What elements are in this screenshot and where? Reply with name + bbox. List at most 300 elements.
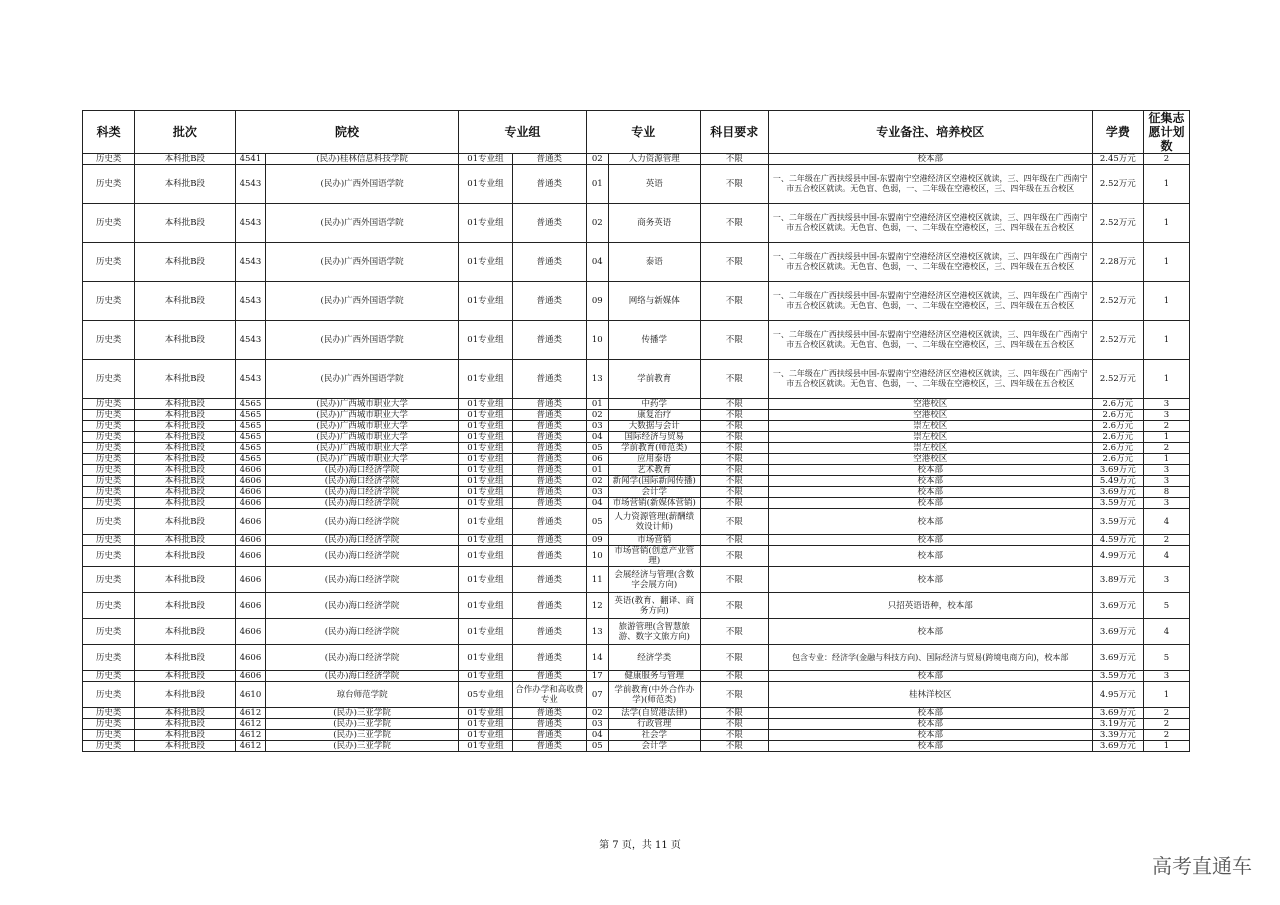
- major-code-cell: 01: [586, 399, 608, 410]
- group-type-cell: 普通类: [512, 421, 586, 432]
- table-row: [83, 399, 1190, 410]
- table-row: [83, 282, 1190, 321]
- table-row: [83, 454, 1190, 465]
- school-name-cell: (民办)广西城市职业大学: [265, 443, 458, 454]
- plan-cell: 1: [1143, 243, 1189, 282]
- table-row: [83, 593, 1190, 619]
- group-cell: 05专业组: [459, 682, 512, 708]
- major-name-cell: 康复治疗: [608, 410, 700, 421]
- batch-cell: 本科批B段: [135, 476, 235, 487]
- subject-requirement-cell: 不限: [700, 535, 768, 546]
- group-cell: 01专业组: [459, 487, 512, 498]
- subject-requirement-cell: 不限: [700, 204, 768, 243]
- school-code-cell: 4541: [235, 154, 265, 165]
- fee-cell: 2.45万元: [1092, 154, 1143, 165]
- group-type-cell: 普通类: [512, 567, 586, 593]
- table-row: [83, 487, 1190, 498]
- school-name-cell: (民办)广西城市职业大学: [265, 410, 458, 421]
- batch-cell: 本科批B段: [135, 204, 235, 243]
- group-cell: 01专业组: [459, 546, 512, 567]
- remark-cell: 校本部: [768, 567, 1092, 593]
- subject-requirement-cell: 不限: [700, 165, 768, 204]
- group-cell: 01专业组: [459, 454, 512, 465]
- category-cell: 历史类: [83, 204, 135, 243]
- school-code-cell: 4543: [235, 243, 265, 282]
- category-cell: 历史类: [83, 432, 135, 443]
- group-cell: 01专业组: [459, 154, 512, 165]
- subject-requirement-cell: 不限: [700, 321, 768, 360]
- group-type-cell: 普通类: [512, 593, 586, 619]
- school-name-cell: (民办)海口经济学院: [265, 498, 458, 509]
- plan-cell: 3: [1143, 498, 1189, 509]
- watermark: 高考直通车: [1152, 854, 1252, 878]
- major-name-cell: 健康服务与管理: [608, 671, 700, 682]
- fee-cell: 4.59万元: [1092, 535, 1143, 546]
- major-name-cell: 大数据与会计: [608, 421, 700, 432]
- subject-requirement-cell: 不限: [700, 410, 768, 421]
- remark-cell: 校本部: [768, 487, 1092, 498]
- fee-cell: 2.6万元: [1092, 443, 1143, 454]
- school-code-cell: 4606: [235, 498, 265, 509]
- school-code-cell: 4606: [235, 509, 265, 535]
- major-name-cell: 中药学: [608, 399, 700, 410]
- group-type-cell: 普通类: [512, 671, 586, 682]
- subject-requirement-cell: 不限: [700, 487, 768, 498]
- major-code-cell: 07: [586, 682, 608, 708]
- plan-cell: 2: [1143, 154, 1189, 165]
- header-remark: 专业备注、培养校区: [768, 111, 1092, 154]
- remark-cell: 校本部: [768, 498, 1092, 509]
- plan-cell: 2: [1143, 535, 1189, 546]
- group-cell: 01专业组: [459, 243, 512, 282]
- table-row: [83, 535, 1190, 546]
- school-name-cell: (民办)桂林信息科技学院: [265, 154, 458, 165]
- group-type-cell: 普通类: [512, 487, 586, 498]
- group-cell: 01专业组: [459, 282, 512, 321]
- school-name-cell: (民办)广西外国语学院: [265, 321, 458, 360]
- batch-cell: 本科批B段: [135, 321, 235, 360]
- fee-cell: 3.39万元: [1092, 730, 1143, 741]
- group-type-cell: 普通类: [512, 535, 586, 546]
- major-name-cell: 行政管理: [608, 719, 700, 730]
- school-name-cell: (民办)广西外国语学院: [265, 360, 458, 399]
- group-cell: 01专业组: [459, 443, 512, 454]
- subject-requirement-cell: 不限: [700, 243, 768, 282]
- school-name-cell: (民办)海口经济学院: [265, 509, 458, 535]
- major-name-cell: 学前教育(中外合作办学)(师范类): [608, 682, 700, 708]
- group-type-cell: 普通类: [512, 498, 586, 509]
- subject-requirement-cell: 不限: [700, 730, 768, 741]
- fee-cell: 2.6万元: [1092, 454, 1143, 465]
- plan-cell: 1: [1143, 432, 1189, 443]
- major-name-cell: 英语(教育、翻译、商务方向): [608, 593, 700, 619]
- category-cell: 历史类: [83, 243, 135, 282]
- major-code-cell: 01: [586, 465, 608, 476]
- table-body: [83, 154, 1190, 752]
- category-cell: 历史类: [83, 154, 135, 165]
- school-name-cell: (民办)广西城市职业大学: [265, 432, 458, 443]
- school-name-cell: (民办)广西城市职业大学: [265, 454, 458, 465]
- batch-cell: 本科批B段: [135, 682, 235, 708]
- header-plan: 征集志愿计划数: [1143, 111, 1189, 154]
- fee-cell: 3.69万元: [1092, 645, 1143, 671]
- plan-cell: 8: [1143, 487, 1189, 498]
- category-cell: 历史类: [83, 165, 135, 204]
- major-code-cell: 12: [586, 593, 608, 619]
- plan-cell: 3: [1143, 671, 1189, 682]
- major-code-cell: 04: [586, 243, 608, 282]
- group-cell: 01专业组: [459, 708, 512, 719]
- batch-cell: 本科批B段: [135, 645, 235, 671]
- plan-cell: 3: [1143, 567, 1189, 593]
- group-type-cell: 普通类: [512, 432, 586, 443]
- plan-cell: 2: [1143, 719, 1189, 730]
- remark-cell: 桂林洋校区: [768, 682, 1092, 708]
- subject-requirement-cell: 不限: [700, 546, 768, 567]
- school-name-cell: (民办)广西外国语学院: [265, 282, 458, 321]
- table-row: [83, 443, 1190, 454]
- school-name-cell: (民办)三亚学院: [265, 708, 458, 719]
- plan-cell: 1: [1143, 282, 1189, 321]
- group-cell: 01专业组: [459, 399, 512, 410]
- school-name-cell: (民办)海口经济学院: [265, 671, 458, 682]
- category-cell: 历史类: [83, 741, 135, 752]
- fee-cell: 2.6万元: [1092, 432, 1143, 443]
- batch-cell: 本科批B段: [135, 154, 235, 165]
- major-name-cell: 市场营销(新媒体营销): [608, 498, 700, 509]
- remark-cell: 空港校区: [768, 399, 1092, 410]
- fee-cell: 2.28万元: [1092, 243, 1143, 282]
- fee-cell: 3.69万元: [1092, 465, 1143, 476]
- table-row: [83, 671, 1190, 682]
- major-code-cell: 04: [586, 432, 608, 443]
- group-type-cell: 普通类: [512, 476, 586, 487]
- school-code-cell: 4606: [235, 619, 265, 645]
- school-code-cell: 4606: [235, 535, 265, 546]
- remark-cell: 校本部: [768, 476, 1092, 487]
- remark-cell: 校本部: [768, 671, 1092, 682]
- school-code-cell: 4606: [235, 487, 265, 498]
- category-cell: 历史类: [83, 465, 135, 476]
- major-name-cell: 会计学: [608, 487, 700, 498]
- school-name-cell: (民办)海口经济学院: [265, 546, 458, 567]
- subject-requirement-cell: 不限: [700, 619, 768, 645]
- major-code-cell: 13: [586, 360, 608, 399]
- table-row: [83, 645, 1190, 671]
- batch-cell: 本科批B段: [135, 708, 235, 719]
- table-row: [83, 165, 1190, 204]
- school-code-cell: 4565: [235, 432, 265, 443]
- fee-cell: 2.6万元: [1092, 421, 1143, 432]
- school-name-cell: (民办)海口经济学院: [265, 465, 458, 476]
- group-type-cell: 普通类: [512, 165, 586, 204]
- group-type-cell: 普通类: [512, 282, 586, 321]
- category-cell: 历史类: [83, 410, 135, 421]
- batch-cell: 本科批B段: [135, 509, 235, 535]
- category-cell: 历史类: [83, 619, 135, 645]
- subject-requirement-cell: 不限: [700, 154, 768, 165]
- major-code-cell: 04: [586, 730, 608, 741]
- category-cell: 历史类: [83, 487, 135, 498]
- school-name-cell: (民办)广西外国语学院: [265, 204, 458, 243]
- page-footer: 第 7 页，共 11 页: [599, 840, 681, 851]
- major-name-cell: 国际经济与贸易: [608, 432, 700, 443]
- subject-requirement-cell: 不限: [700, 360, 768, 399]
- school-code-cell: 4606: [235, 567, 265, 593]
- batch-cell: 本科批B段: [135, 243, 235, 282]
- major-code-cell: 11: [586, 567, 608, 593]
- major-name-cell: 学前教育: [608, 360, 700, 399]
- category-cell: 历史类: [83, 399, 135, 410]
- school-name-cell: (民办)海口经济学院: [265, 535, 458, 546]
- category-cell: 历史类: [83, 567, 135, 593]
- subject-requirement-cell: 不限: [700, 421, 768, 432]
- group-type-cell: 普通类: [512, 360, 586, 399]
- group-type-cell: 普通类: [512, 399, 586, 410]
- subject-requirement-cell: 不限: [700, 399, 768, 410]
- remark-cell: 一、二年级在广西扶绥县中国-东盟南宁空港经济区空港校区就读，三、四年级在广西南宁市五合校区就读。无色盲、色弱，一、二年级在空港校区，三、四年级在五合校区: [768, 165, 1092, 204]
- group-cell: 01专业组: [459, 360, 512, 399]
- major-name-cell: 经济学类: [608, 645, 700, 671]
- fee-cell: 4.99万元: [1092, 546, 1143, 567]
- table-row: [83, 619, 1190, 645]
- remark-cell: 校本部: [768, 546, 1092, 567]
- header-major: 专业: [586, 111, 700, 154]
- major-name-cell: 会展经济与管理(含数字会展方向): [608, 567, 700, 593]
- category-cell: 历史类: [83, 730, 135, 741]
- school-code-cell: 4565: [235, 421, 265, 432]
- plan-cell: 2: [1143, 708, 1189, 719]
- plan-cell: 1: [1143, 741, 1189, 752]
- fee-cell: 2.52万元: [1092, 204, 1143, 243]
- fee-cell: 3.69万元: [1092, 741, 1143, 752]
- plan-cell: 1: [1143, 682, 1189, 708]
- table-row: [83, 243, 1190, 282]
- subject-requirement-cell: 不限: [700, 593, 768, 619]
- school-code-cell: 4543: [235, 204, 265, 243]
- group-cell: 01专业组: [459, 421, 512, 432]
- remark-cell: 一、二年级在广西扶绥县中国-东盟南宁空港经济区空港校区就读，三、四年级在广西南宁市五合校区就读。无色盲、色弱，一、二年级在空港校区，三、四年级在五合校区: [768, 204, 1092, 243]
- fee-cell: 5.49万元: [1092, 476, 1143, 487]
- table-row: [83, 567, 1190, 593]
- school-code-cell: 4543: [235, 360, 265, 399]
- fee-cell: 2.52万元: [1092, 360, 1143, 399]
- table-row: [83, 719, 1190, 730]
- group-cell: 01专业组: [459, 567, 512, 593]
- major-name-cell: 市场营销: [608, 535, 700, 546]
- major-name-cell: 传播学: [608, 321, 700, 360]
- group-cell: 01专业组: [459, 619, 512, 645]
- plan-cell: 1: [1143, 204, 1189, 243]
- batch-cell: 本科批B段: [135, 730, 235, 741]
- major-code-cell: 03: [586, 719, 608, 730]
- fee-cell: 3.69万元: [1092, 619, 1143, 645]
- plan-cell: 1: [1143, 165, 1189, 204]
- plan-cell: 5: [1143, 593, 1189, 619]
- school-code-cell: 4606: [235, 465, 265, 476]
- table-row: [83, 509, 1190, 535]
- fee-cell: 3.69万元: [1092, 708, 1143, 719]
- major-code-cell: 06: [586, 454, 608, 465]
- group-type-cell: 普通类: [512, 509, 586, 535]
- remark-cell: 崇左校区: [768, 421, 1092, 432]
- batch-cell: 本科批B段: [135, 165, 235, 204]
- header-fee: 学费: [1092, 111, 1143, 154]
- major-code-cell: 10: [586, 321, 608, 360]
- group-cell: 01专业组: [459, 432, 512, 443]
- group-type-cell: 普通类: [512, 465, 586, 476]
- subject-requirement-cell: 不限: [700, 645, 768, 671]
- group-type-cell: 普通类: [512, 321, 586, 360]
- major-name-cell: 人力资源管理: [608, 154, 700, 165]
- category-cell: 历史类: [83, 360, 135, 399]
- batch-cell: 本科批B段: [135, 432, 235, 443]
- table-row: [83, 204, 1190, 243]
- fee-cell: 3.59万元: [1092, 498, 1143, 509]
- school-name-cell: (民办)三亚学院: [265, 730, 458, 741]
- school-name-cell: (民办)广西外国语学院: [265, 243, 458, 282]
- major-name-cell: 人力资源管理(薪酬绩效设计师): [608, 509, 700, 535]
- group-cell: 01专业组: [459, 498, 512, 509]
- group-type-cell: 普通类: [512, 619, 586, 645]
- remark-cell: 一、二年级在广西扶绥县中国-东盟南宁空港经济区空港校区就读，三、四年级在广西南宁市五合校区就读。无色盲、色弱，一、二年级在空港校区，三、四年级在五合校区: [768, 321, 1092, 360]
- remark-cell: 一、二年级在广西扶绥县中国-东盟南宁空港经济区空港校区就读，三、四年级在广西南宁市五合校区就读。无色盲、色弱，一、二年级在空港校区，三、四年级在五合校区: [768, 243, 1092, 282]
- school-code-cell: 4612: [235, 730, 265, 741]
- table-row: [83, 465, 1190, 476]
- group-type-cell: 普通类: [512, 741, 586, 752]
- remark-cell: 校本部: [768, 708, 1092, 719]
- fee-cell: 3.19万元: [1092, 719, 1143, 730]
- category-cell: 历史类: [83, 443, 135, 454]
- fee-cell: 3.89万元: [1092, 567, 1143, 593]
- group-type-cell: 普通类: [512, 454, 586, 465]
- major-code-cell: 09: [586, 535, 608, 546]
- remark-cell: 校本部: [768, 619, 1092, 645]
- table-row: [83, 730, 1190, 741]
- major-name-cell: 新闻学(国际新闻传播): [608, 476, 700, 487]
- category-cell: 历史类: [83, 535, 135, 546]
- admission-table: [82, 110, 1190, 752]
- category-cell: 历史类: [83, 593, 135, 619]
- plan-cell: 3: [1143, 399, 1189, 410]
- header-subject-requirement: 科目要求: [700, 111, 768, 154]
- category-cell: 历史类: [83, 719, 135, 730]
- major-name-cell: 网络与新媒体: [608, 282, 700, 321]
- fee-cell: 2.52万元: [1092, 165, 1143, 204]
- major-name-cell: 英语: [608, 165, 700, 204]
- header-batch: 批次: [135, 111, 235, 154]
- plan-cell: 2: [1143, 443, 1189, 454]
- major-code-cell: 03: [586, 421, 608, 432]
- group-cell: 01专业组: [459, 719, 512, 730]
- batch-cell: 本科批B段: [135, 741, 235, 752]
- fee-cell: 3.59万元: [1092, 671, 1143, 682]
- plan-cell: 1: [1143, 321, 1189, 360]
- school-code-cell: 4565: [235, 410, 265, 421]
- batch-cell: 本科批B段: [135, 671, 235, 682]
- batch-cell: 本科批B段: [135, 593, 235, 619]
- school-name-cell: 琼台师范学院: [265, 682, 458, 708]
- major-code-cell: 05: [586, 509, 608, 535]
- group-cell: 01专业组: [459, 204, 512, 243]
- remark-cell: 空港校区: [768, 410, 1092, 421]
- batch-cell: 本科批B段: [135, 535, 235, 546]
- header-school: 院校: [235, 111, 459, 154]
- school-name-cell: (民办)海口经济学院: [265, 593, 458, 619]
- remark-cell: 一、二年级在广西扶绥县中国-东盟南宁空港经济区空港校区就读，三、四年级在广西南宁市五合校区就读。无色盲、色弱，一、二年级在空港校区，三、四年级在五合校区: [768, 282, 1092, 321]
- major-name-cell: 商务英语: [608, 204, 700, 243]
- fee-cell: 2.52万元: [1092, 321, 1143, 360]
- batch-cell: 本科批B段: [135, 410, 235, 421]
- subject-requirement-cell: 不限: [700, 465, 768, 476]
- remark-cell: 一、二年级在广西扶绥县中国-东盟南宁空港经济区空港校区就读，三、四年级在广西南宁市五合校区就读。无色盲、色弱，一、二年级在空港校区，三、四年级在五合校区: [768, 360, 1092, 399]
- remark-cell: 校本部: [768, 719, 1092, 730]
- subject-requirement-cell: 不限: [700, 443, 768, 454]
- subject-requirement-cell: 不限: [700, 567, 768, 593]
- batch-cell: 本科批B段: [135, 546, 235, 567]
- major-code-cell: 02: [586, 204, 608, 243]
- remark-cell: 校本部: [768, 154, 1092, 165]
- school-name-cell: (民办)三亚学院: [265, 741, 458, 752]
- table-row: [83, 154, 1190, 165]
- group-cell: 01专业组: [459, 593, 512, 619]
- table-row: [83, 546, 1190, 567]
- major-name-cell: 旅游管理(含智慧旅游、数字文旅方向): [608, 619, 700, 645]
- subject-requirement-cell: 不限: [700, 476, 768, 487]
- category-cell: 历史类: [83, 282, 135, 321]
- major-code-cell: 05: [586, 741, 608, 752]
- school-code-cell: 4543: [235, 321, 265, 360]
- remark-cell: 空港校区: [768, 454, 1092, 465]
- subject-requirement-cell: 不限: [700, 454, 768, 465]
- group-cell: 01专业组: [459, 476, 512, 487]
- batch-cell: 本科批B段: [135, 719, 235, 730]
- table-row: [83, 476, 1190, 487]
- school-name-cell: (民办)广西外国语学院: [265, 165, 458, 204]
- school-name-cell: (民办)海口经济学院: [265, 619, 458, 645]
- remark-cell: 只招英语语种，校本部: [768, 593, 1092, 619]
- major-code-cell: 09: [586, 282, 608, 321]
- subject-requirement-cell: 不限: [700, 432, 768, 443]
- batch-cell: 本科批B段: [135, 399, 235, 410]
- school-code-cell: 4606: [235, 671, 265, 682]
- major-code-cell: 01: [586, 165, 608, 204]
- major-name-cell: 泰语: [608, 243, 700, 282]
- subject-requirement-cell: 不限: [700, 509, 768, 535]
- remark-cell: 崇左校区: [768, 443, 1092, 454]
- header-row: [83, 111, 1190, 154]
- group-type-cell: 普通类: [512, 719, 586, 730]
- group-type-cell: 普通类: [512, 546, 586, 567]
- plan-cell: 1: [1143, 454, 1189, 465]
- batch-cell: 本科批B段: [135, 360, 235, 399]
- fee-cell: 2.6万元: [1092, 399, 1143, 410]
- category-cell: 历史类: [83, 421, 135, 432]
- group-cell: 01专业组: [459, 671, 512, 682]
- remark-cell: 校本部: [768, 730, 1092, 741]
- remark-cell: 校本部: [768, 465, 1092, 476]
- school-name-cell: (民办)海口经济学院: [265, 476, 458, 487]
- group-cell: 01专业组: [459, 535, 512, 546]
- major-code-cell: 13: [586, 619, 608, 645]
- plan-cell: 1: [1143, 360, 1189, 399]
- school-name-cell: (民办)海口经济学院: [265, 567, 458, 593]
- major-code-cell: 05: [586, 443, 608, 454]
- group-type-cell: 普通类: [512, 730, 586, 741]
- fee-cell: 2.52万元: [1092, 282, 1143, 321]
- group-type-cell: 合作办学和高收费专业: [512, 682, 586, 708]
- group-type-cell: 普通类: [512, 708, 586, 719]
